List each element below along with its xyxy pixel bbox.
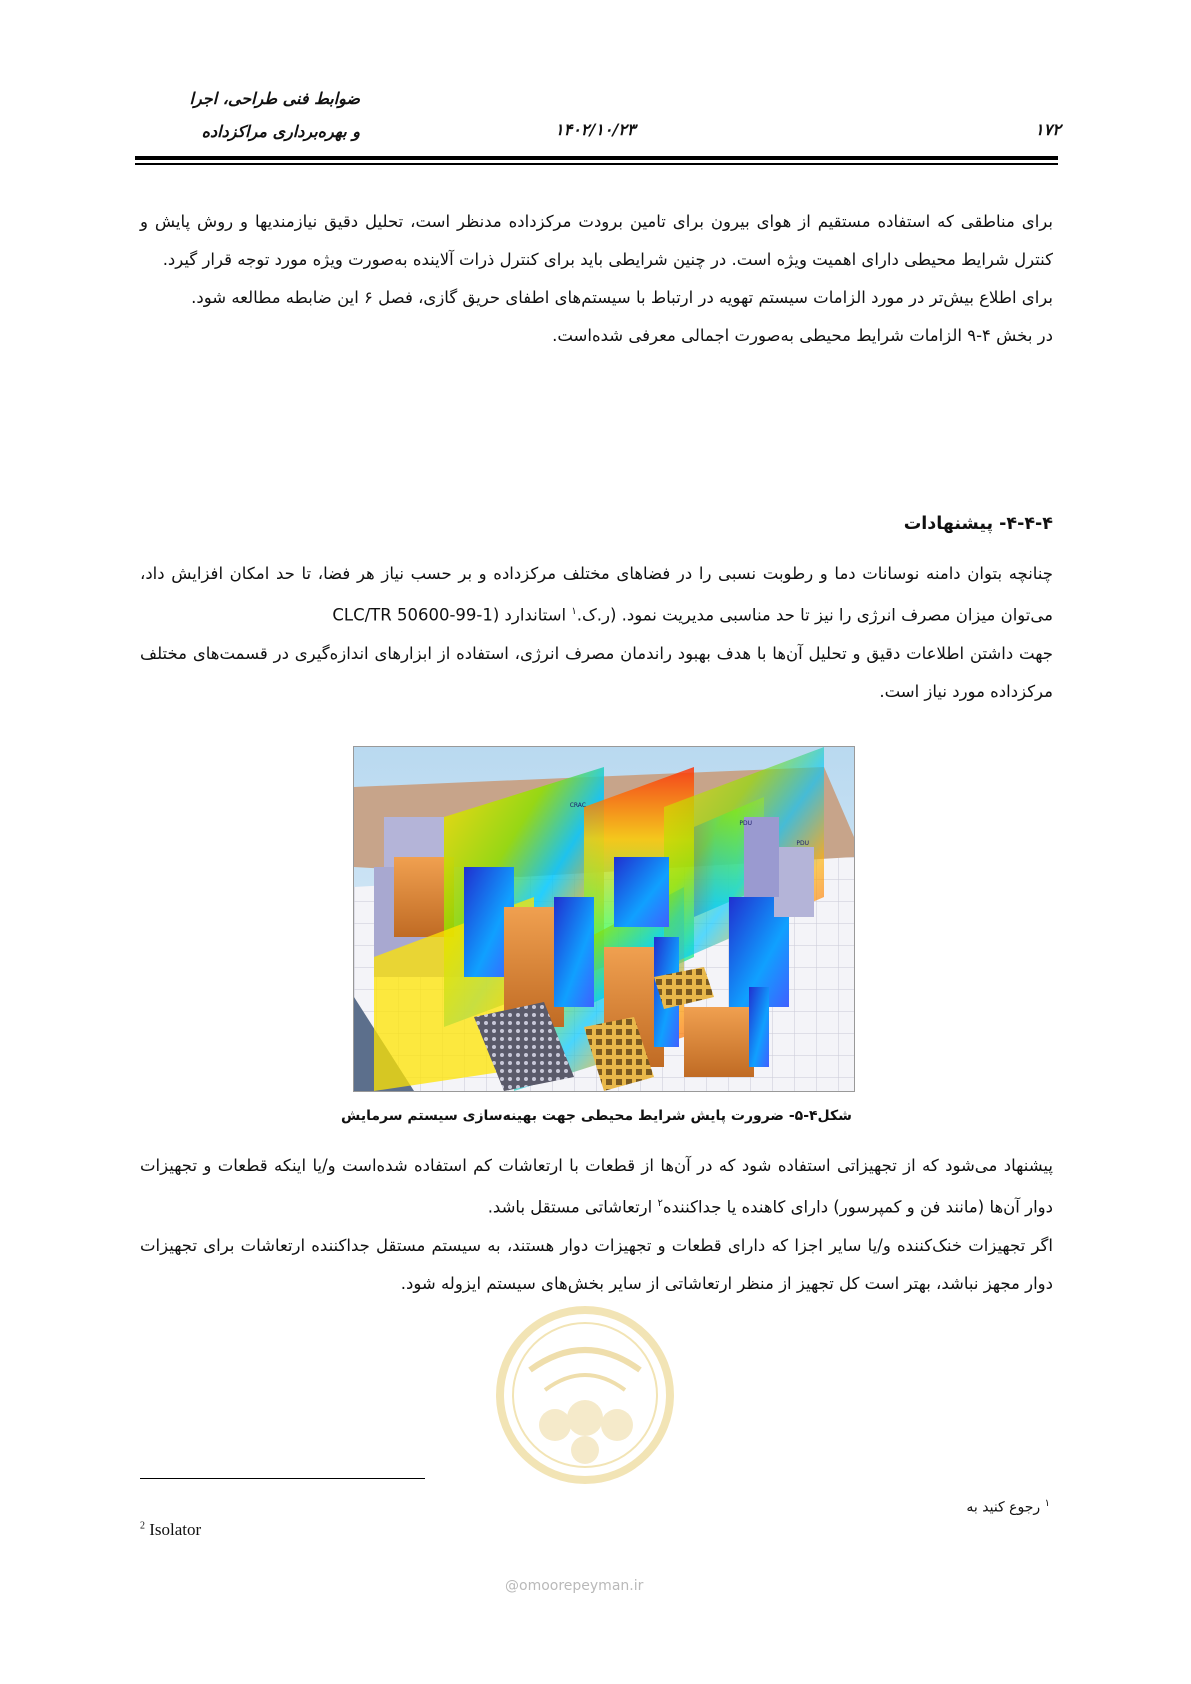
footnote-2-text: Isolator	[145, 1520, 202, 1539]
cfd-datacenter-figure	[353, 746, 855, 1092]
after-p1-tail: ارتعاشاتی مستقل باشد.	[487, 1197, 658, 1217]
section-p1-std-label: استاندارد	[499, 605, 572, 625]
section-heading: ۴-۴-۴- پیشنهادات	[903, 514, 1053, 534]
footnote-ref-2[interactable]: ۲	[657, 1198, 663, 1209]
after-p1-text: پیشنهاد می‌شود که از تجهیزاتی استفاده شود که در آن‌ها از قطعات با ارتعاشات کم استفاده شده‌است و/یا اینکه قطعات و تجهیزات دوار آن‌ها (مانند فن و کمپرسور) دارای کاهنده یا جداکننده	[140, 1156, 1053, 1217]
footnote-2-mark: 2	[140, 1520, 145, 1532]
standard-code: CLC/TR 50600-99-1)	[332, 605, 500, 625]
section-p1-text: چنانچه بتوان دامنه نوسانات دما و رطوبت نسبی را در فضاهای مختلف مرکزداده و بر حسب نیاز هر فضا، تا حد امکان افزایش داد، می‌توان میزان مصرف انرژی را نیز تا حد مناسبی مدیریت نمود. (ر.ک.	[140, 564, 1053, 625]
running-header-title	[140, 82, 360, 148]
footnote-rule	[140, 1478, 425, 1479]
footnote-ref-1[interactable]: ۱	[571, 606, 577, 617]
figure-caption: شکل۴-۵- ضرورت پایش شرایط محیطی جهت بهینه‌سازی سیستم سرمایش	[341, 1108, 852, 1124]
footnote-2	[140, 1520, 201, 1540]
pdu-label: PDU	[739, 820, 752, 827]
section-paragraph-1	[140, 555, 1053, 635]
intro-paragraph-1: برای مناطقی که استفاده مستقیم از هوای بیرون برای تامین برودت مرکزداده مدنظر است، تحلیل دقیق نیازمندیها و روش پایش و کنترل شرایط محیطی دارای اهمیت ویژه است. در چنین شرایطی باید برای کنترل ذرات آلاینده به‌صورت ویژه مورد توجه قرار گیرد.	[140, 212, 1053, 269]
after-block	[140, 1147, 1053, 1303]
header-title-line2: و بهره‌برداری مراکزداده	[201, 122, 360, 141]
footnote-1-text: رجوع کنید به	[966, 1499, 1045, 1516]
cfd-thermal-image	[354, 747, 854, 1091]
intro-block	[140, 203, 1053, 355]
intro-paragraph-3: در بخش ۴-۹ الزامات شرایط محیطی به‌صورت اجمالی معرفی شده‌است.	[552, 326, 1053, 345]
seal-icon	[490, 1300, 680, 1560]
section-block	[140, 555, 1053, 711]
header-date: ۱۴۰۲/۱۰/۲۳	[555, 120, 636, 139]
footnote-1	[940, 1498, 1050, 1516]
header-rule-thin	[135, 163, 1058, 165]
section-paragraph-2: جهت داشتن اطلاعات دقیق و تحلیل آن‌ها با هدف بهبود راندمان مصرف انرژی، استفاده از ابزارهای اندازه‌گیری در قسمت‌های مختلف مرکزداده مورد نیاز است.	[140, 643, 1053, 701]
after-paragraph-1	[140, 1147, 1053, 1227]
pdu-label: PDU	[796, 840, 809, 847]
header-rule-thick	[135, 156, 1058, 160]
publisher-seal	[490, 1300, 680, 1560]
intro-paragraph-2: برای اطلاع بیش‌تر در مورد الزامات سیستم تهویه در ارتباط با سیستم‌های اطفای حریق گازی، فصل ۶ این ضابطه مطالعه شود.	[191, 288, 1053, 307]
crac-label: CRAC	[569, 802, 586, 809]
watermark-url: @omoorepeyman.ir	[505, 1578, 644, 1594]
header-title-line1: ضوابط فنی طراحی، اجرا	[189, 89, 360, 108]
after-paragraph-2: اگر تجهیزات خنک‌کننده و/یا سایر اجزا که دارای قطعات و تجهیزات دوار هستند، به سیستم مستقل جداکننده ارتعاشات برای تجهیزات دوار مجهز نباشد، بهتر است کل تجهیز از منظر ارتعاشاتی از سایر بخش‌های سیستم ایزوله شود.	[140, 1235, 1053, 1293]
footnote-1-mark: ۱	[1044, 1498, 1050, 1509]
page-number: ۱۷۲	[1035, 120, 1061, 139]
